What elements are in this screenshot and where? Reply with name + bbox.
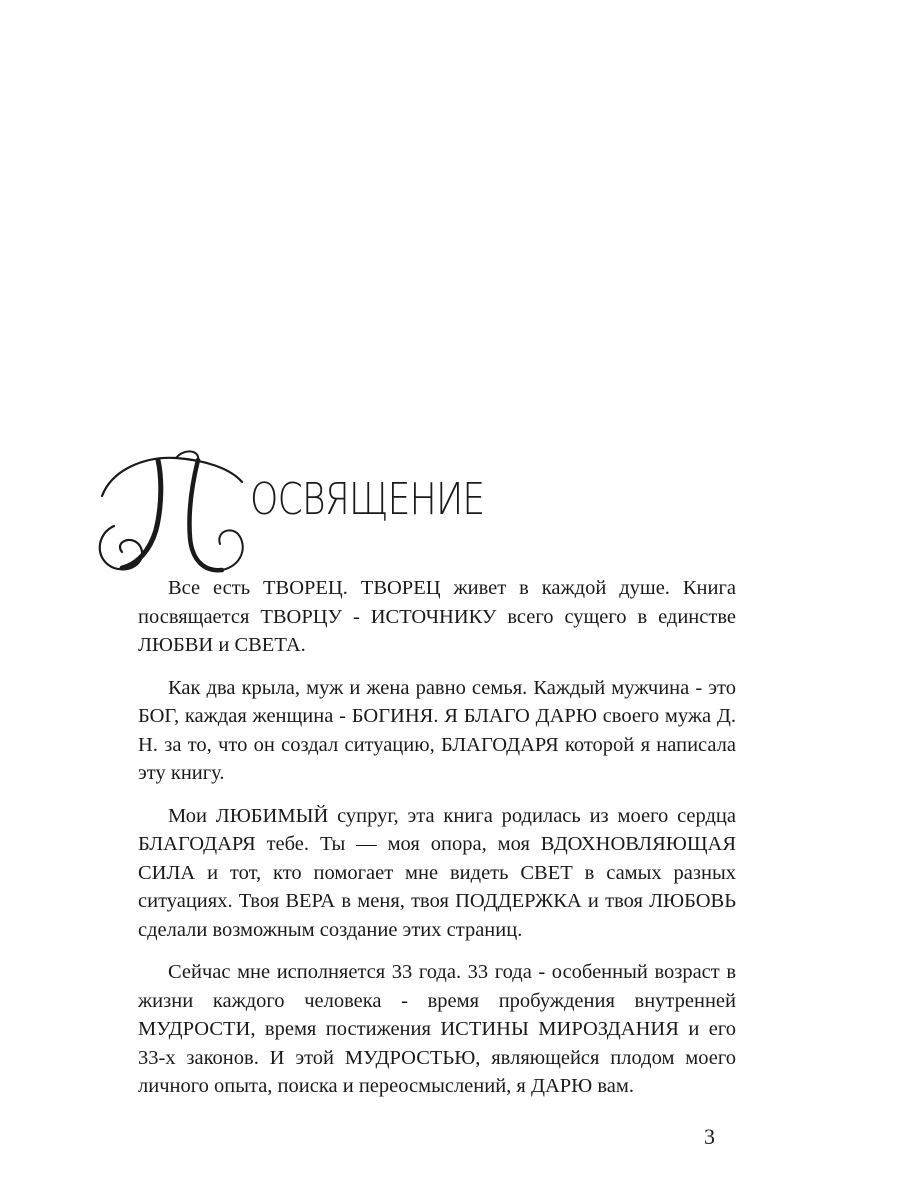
paragraph: Все есть ТВОРЕЦ. ТВОРЕЦ живет в каждой душе. Книга посвящается ТВОРЦУ - ИСТОЧНИКУ всего сущего в единстве ЛЮБВИ и СВЕТА. — [138, 577, 736, 656]
dedication-text — [138, 574, 736, 1115]
page-number: 3 — [704, 1124, 715, 1149]
paragraph: Сейчас мне исполняется 33 года. 33 года - особенный возраст в жизни каждого человека - время пробуждения внутренней МУДРОСТИ, время постижения ИСТИНЫ МИРОЗДАНИЯ и его 33-х законов. И этой МУДРОСТЬЮ, являющейся плодом моего личного опыта, поиска и переосмыслений, я ДАРЮ вам. — [138, 961, 736, 1097]
paragraph: Мои ЛЮБИМЫЙ супруг, эта книга родилась из моего сердца БЛАГОДАРЯ тебе. Ты — моя опора, моя ВДОХНОВЛЯЮЩАЯ СИЛА и тот, кто помогает мне видеть СВЕТ в самых разных ситуациях. Твоя ВЕРА в меня, твоя ПОДДЕРЖКА и твоя ЛЮБОВЬ сделали возможным создание этих страниц. — [138, 804, 736, 941]
paragraph: Как два крыла, муж и жена равно семья. Каждый мужчина - это БОГ, каждая женщина - БОГИНЯ. Я БЛАГО ДАРЮ своего мужа Д. Н. за то, что он создал ситуацию, БЛАГОДАРЯ которой я написала эту книгу. — [138, 676, 736, 784]
chapter-title: ОСВЯЩЕНИЕ — [250, 474, 485, 525]
chapter-heading — [92, 448, 612, 578]
decorative-initial-p — [92, 448, 252, 578]
